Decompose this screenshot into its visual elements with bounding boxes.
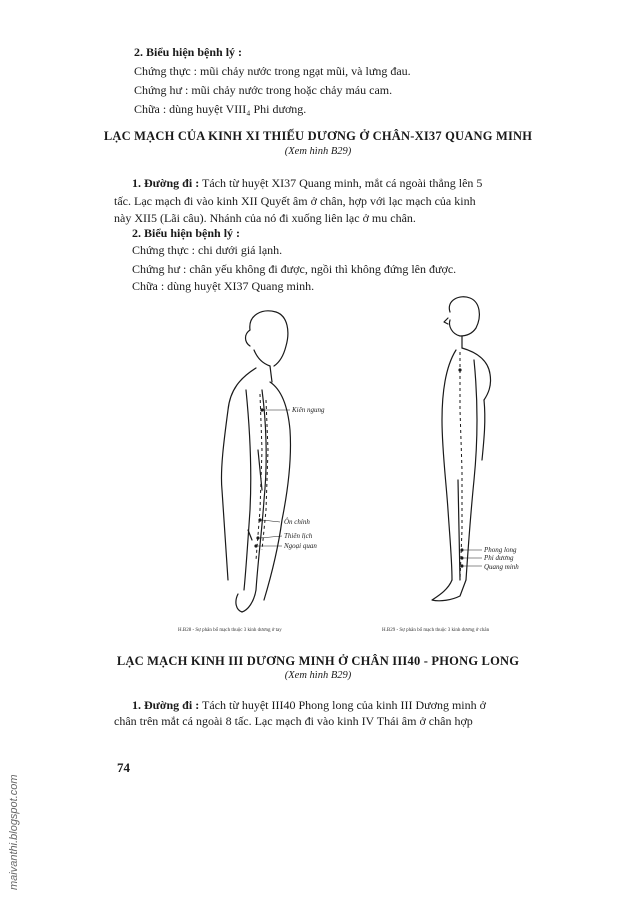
section2-item1-line-2: tấc. Lạc mạch đi vào kinh XII Quyết âm ở chân, hợp với lạc mạch của kinh [114, 194, 476, 208]
label-phong-long: Phong long [484, 546, 517, 554]
section1-line-1: Chứng thực : mũi chảy nước trong ngạt mũi, và lưng đau. [134, 64, 411, 78]
section2-item1-line-3: này XII5 (Lãi câu). Nhánh của nó đi xuống liên lạc ở mu chân. [114, 211, 416, 225]
label-on-chinh: Ôn chính [284, 518, 310, 526]
section2-item2-line-2: Chứng hư : chân yếu không đi được, ngồi thì không đứng lên được. [132, 262, 457, 276]
section1-heading: 2. Biểu hiện bệnh lý : [134, 45, 243, 59]
section3-item1-label: 1. Đường đi : [132, 698, 200, 712]
figure-caption-left: H.B28 - Sự phân bố mạch thuộc 3 kinh dương ở tay [178, 628, 282, 633]
section2-item1-label: 1. Đường đi : [132, 176, 200, 190]
section2-title: LẠC MẠCH CỦA KINH XI THIẾU DƯƠNG Ở CHÂN-XI37 QUANG MINH [103, 129, 533, 143]
section2-item2-line-1: Chứng thực : chi dưới giá lạnh. [132, 243, 283, 257]
section3-item1-text: Tách từ huyệt III40 Phong long của kinh III Dương minh ở [202, 698, 486, 712]
section1-line-3: Chữa : dùng huyệt VIII₄ Phi dương. [134, 102, 307, 116]
section2-item2-label: 2. Biểu hiện bệnh lý : [132, 226, 241, 240]
anatomy-illustration [170, 290, 570, 620]
section2-subtitle: (Xem hình B29) [284, 146, 352, 157]
section2-item2-line-3: Chữa : dùng huyệt XI37 Quang minh. [132, 279, 315, 293]
section3-title: LẠC MẠCH KINH III DƯƠNG MINH Ở CHÂN III40 - PHONG LONG [116, 654, 520, 668]
section1-line-2: Chứng hư : mũi chảy nước trong hoặc chảy máu cam. [134, 83, 393, 97]
section2-item1 [132, 175, 482, 191]
label-kien-ngung: Kiên ngung [292, 406, 325, 414]
label-quang-minh: Quang minh [484, 563, 519, 571]
side-watermark: maivanthi.blogspot.com [8, 774, 20, 890]
label-thien-lich: Thiên lịch [284, 532, 313, 540]
section3-item1-line-2: chân trên mắt cá ngoài 8 tấc. Lạc mạch đi vào kinh IV Thái âm ở chân hợp [114, 714, 473, 728]
section3-subtitle: (Xem hình B29) [284, 670, 352, 681]
section2-item1-text: Tách từ huyệt XI37 Quang minh, mắt cá ngoài thẳng lên 5 [202, 176, 483, 190]
label-phi-duong: Phi dương [484, 554, 514, 562]
figure-caption-right: H.B29 - Sự phân bố mạch thuộc 3 kinh dương ở chân [382, 628, 490, 633]
label-ngoai-quan: Ngoại quan [284, 542, 317, 550]
page-number: 74 [117, 760, 130, 775]
section3-item1 [132, 697, 486, 713]
